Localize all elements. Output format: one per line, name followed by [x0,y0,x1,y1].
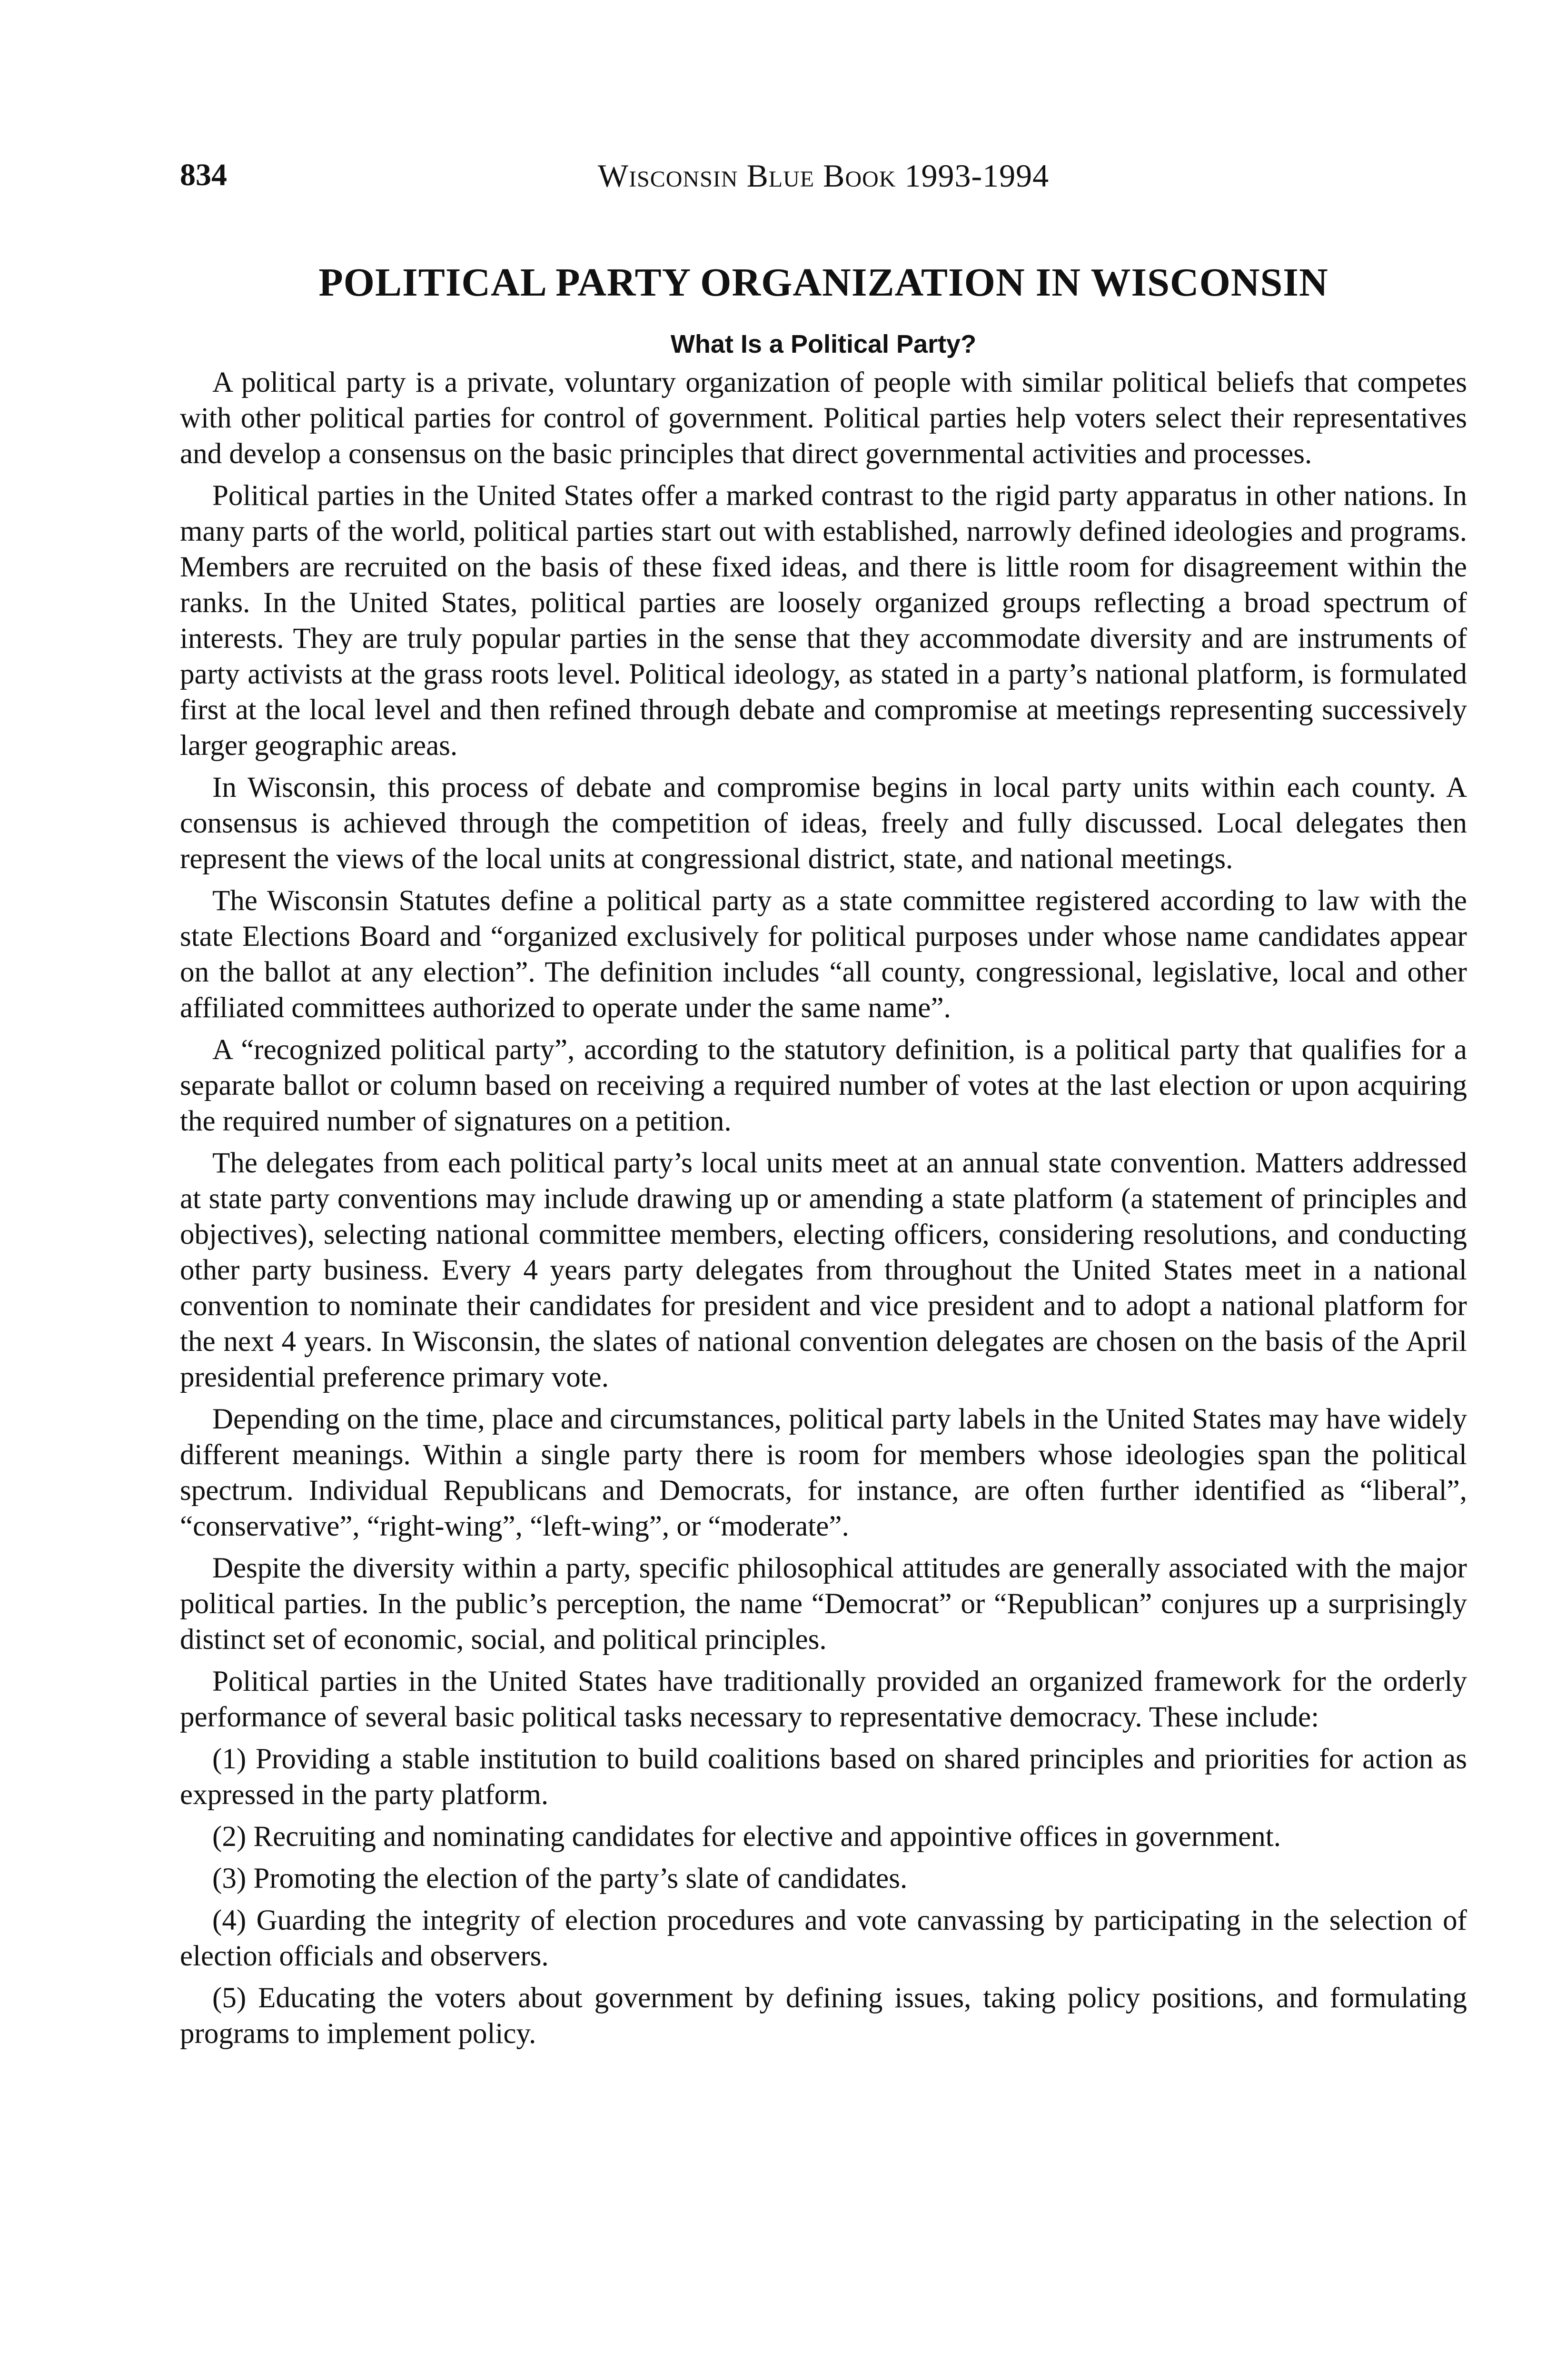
paragraph: In Wisconsin, this process of debate and compromise begins in local party units within each county. A consensus is achieved through the competition of ideas, freely and fully discussed. Local delegates then represent the views of the local units at congressional district, state, and national meetings. [180,772,1467,875]
list-item: (3) Promoting the election of the party’s slate of candidates. [212,1863,908,1894]
running-header [180,157,1467,205]
paragraph: Despite the diversity within a party, specific philosophical attitudes are generally associated with the major political parties. In the public’s perception, the name “Democrat” or “Republican” conjures up a surprisingly distinct set of economic, social, and political principles. [180,1552,1467,1656]
section-heading: What Is a Political Party? [670,330,977,358]
list-item: (1) Providing a stable institution to build coalitions based on shared principles and priorities for action as expressed in the party platform. [180,1743,1467,1811]
list-item: (2) Recruiting and nominating candidates for elective and appointive offices in government. [212,1821,1281,1853]
paragraph: The delegates from each political party’s local units meet at an annual state convention. Matters addressed at state party conventions may include drawing up or amending a state platform (a statement of principles and objectives), selecting national committee members, electing officers, considering resolutions, and conducting other party business. Every 4 years party delegates from throughout the United States meet in a national convention to nominate their candidates for president and vice president and to adopt a national platform for the next 4 years. In Wisconsin, the slates of national convention delegates are chosen on the basis of the April presidential preference primary vote. [180,1147,1467,1393]
book-title: Wisconsin Blue Book 1993-1994 [597,158,1050,194]
list-item: (5) Educating the voters about government by defining issues, taking policy positions, and formulating programs to implement policy. [180,1982,1467,2050]
article-body [180,328,1467,2058]
page-number: 834 [180,158,227,192]
paragraph: Depending on the time, place and circumstances, political party labels in the United States may have widely different meanings. Within a single party there is room for members whose ideologies span the political spectrum. Individual Republicans and Democrats, for instance, are often further identified as “liberal”, “conservative”, “right-wing”, “left-wing”, or “moderate”. [180,1403,1467,1542]
article-title: POLITICAL PARTY ORGANIZATION IN WISCONSIN [318,260,1328,305]
paragraph: Political parties in the United States have traditionally provided an organized framework for the orderly performance of several basic political tasks necessary to representative democracy. These include: [180,1666,1467,1733]
paragraph: Political parties in the United States offer a marked contrast to the rigid party apparatus in other nations. In many parts of the world, political parties start out with established, narrowly defined ideologies and programs. Members are recruited on the basis of these fixed ideas, and there is little room for disagreement within the ranks. In the United States, political parties are loosely organized groups reflecting a broad spectrum of interests. They are truly popular parties in the sense that they accommodate diversity and are instruments of party activists at the grass roots level. Political ideology, as stated in a party’s national platform, is formulated first at the local level and then refined through debate and compromise at meetings representing successively larger geographic areas. [180,480,1467,762]
paragraph: A “recognized political party”, according to the statutory definition, is a political party that qualifies for a separate ballot or column based on receiving a required number of votes at the last election or upon acquiring the required number of signatures on a petition. [180,1034,1467,1137]
paragraph: The Wisconsin Statutes define a political party as a state committee registered according to law with the state Elections Board and “organized exclusively for political purposes under whose name candidates appear on the ballot at any election”. The definition includes “all county, congressional, legislative, local and other affiliated committees authorized to operate under the same name”. [180,885,1467,1024]
list-item: (4) Guarding the integrity of election procedures and vote canvassing by participating in the selection of election officials and observers. [180,1904,1467,1972]
paragraph: A political party is a private, voluntary organization of people with similar political beliefs that competes with other political parties for control of government. Political parties help voters select their representatives and develop a consensus on the basic principles that direct governmental activities and processes. [180,367,1467,470]
